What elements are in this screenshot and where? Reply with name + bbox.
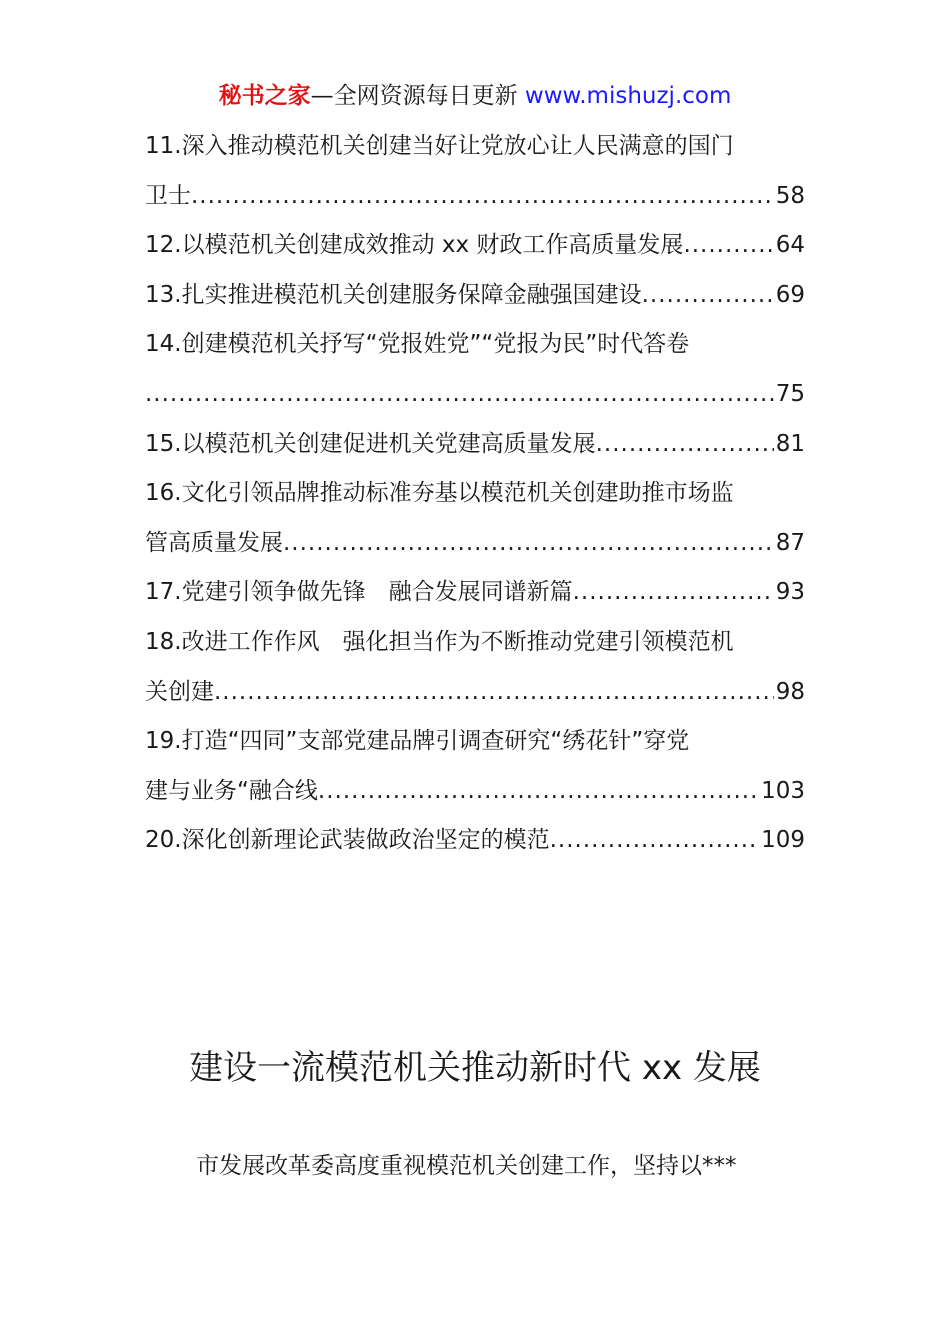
- toc-entry[interactable]: [145, 271, 805, 321]
- header-tagline: —全网资源每日更新: [310, 83, 525, 109]
- toc-entry-title-line: 19.打造“四同”支部党建品牌引调查研究“绣花针”穿党: [145, 728, 690, 755]
- toc-dot-leader: [283, 519, 774, 569]
- toc-dot-leader: [145, 370, 774, 420]
- toc-dot-leader: [550, 816, 760, 866]
- toc-entry-leader-line: [145, 816, 805, 866]
- toc-entry-title-text: 卫士: [145, 182, 191, 209]
- toc-page-number: 103: [761, 777, 805, 804]
- toc-page-number: 75: [775, 380, 805, 407]
- toc-entry-leader-line: [145, 668, 805, 718]
- toc-entry-title-text: 13.扎实推进模范机关创建服务保障金融强国建设: [145, 281, 642, 308]
- brand-name: 秘书之家: [218, 83, 311, 109]
- toc-entry-leader-line: [145, 519, 805, 569]
- toc-dot-leader: [573, 568, 774, 618]
- toc-entry-leader-line: [145, 568, 805, 618]
- toc-page-number: 93: [775, 579, 805, 606]
- table-of-contents: [145, 122, 805, 866]
- toc-page-number: 58: [775, 182, 805, 209]
- toc-entry-title-text: 12.以模范机关创建成效推动 xx 财政工作高质量发展: [145, 232, 684, 259]
- toc-entry[interactable]: [145, 221, 805, 271]
- toc-dot-leader: [596, 420, 774, 470]
- toc-page-number: 98: [775, 678, 805, 705]
- toc-page-number: 87: [775, 529, 805, 556]
- toc-entry-leader-line: [145, 420, 805, 470]
- toc-entry-leader-line: [145, 370, 805, 420]
- toc-entry-title-line: 11.深入推动模范机关创建当好让党放心让人民满意的国门: [145, 133, 734, 159]
- toc-page-number: 109: [761, 827, 805, 854]
- toc-dot-leader: [318, 767, 759, 817]
- toc-entry-title-line: 16.文化引领品牌推动标准夯基以模范机关创建助推市场监: [145, 480, 734, 507]
- toc-dot-leader: [191, 172, 774, 222]
- toc-entry[interactable]: [145, 717, 805, 816]
- toc-entry-title-text: 关创建: [145, 678, 214, 705]
- toc-dot-leader: [642, 271, 774, 321]
- site-url-link[interactable]: www.mishuzj.com: [524, 83, 732, 109]
- article-body-paragraph: 市发展改革委高度重视模范机关创建工作，坚持以***: [196, 1153, 737, 1179]
- toc-entry-title-text: 20.深化创新理论武装做政治坚定的模范: [145, 827, 550, 854]
- toc-entry-leader-line: [145, 271, 805, 321]
- toc-page-number: 81: [775, 430, 805, 457]
- toc-dot-leader: [683, 221, 773, 271]
- toc-page-number: 69: [775, 281, 805, 308]
- toc-entry[interactable]: [145, 568, 805, 618]
- toc-entry-leader-line: [145, 767, 805, 817]
- toc-entry[interactable]: [145, 122, 805, 221]
- toc-entry-title-line: 14.创建模范机关抒写“党报姓党”“党报为民”时代答卷: [145, 331, 690, 358]
- toc-entry[interactable]: [145, 816, 805, 866]
- toc-entry-leader-line: [145, 221, 805, 271]
- toc-entry-title-text: 建与业务“融合线: [145, 777, 318, 804]
- article-title: 建设一流模范机关推动新时代 xx 发展: [189, 1048, 761, 1088]
- toc-entry[interactable]: [145, 618, 805, 717]
- toc-entry-title-text: 17.党建引领争做先锋 融合发展同谱新篇: [145, 579, 573, 606]
- toc-entry-title-text: 15.以模范机关创建促进机关党建高质量发展: [145, 430, 596, 457]
- toc-dot-leader: [214, 668, 774, 718]
- toc-entry-title-text: 管高质量发展: [145, 529, 283, 556]
- site-header: [0, 80, 950, 112]
- toc-entry-title-line: 18.改进工作作风 强化担当作为不断推动党建引领模范机: [145, 628, 734, 655]
- toc-entry[interactable]: [145, 320, 805, 419]
- toc-page-number: 64: [775, 232, 805, 259]
- toc-entry[interactable]: [145, 420, 805, 470]
- toc-entry[interactable]: [145, 469, 805, 568]
- toc-entry-leader-line: [145, 172, 805, 222]
